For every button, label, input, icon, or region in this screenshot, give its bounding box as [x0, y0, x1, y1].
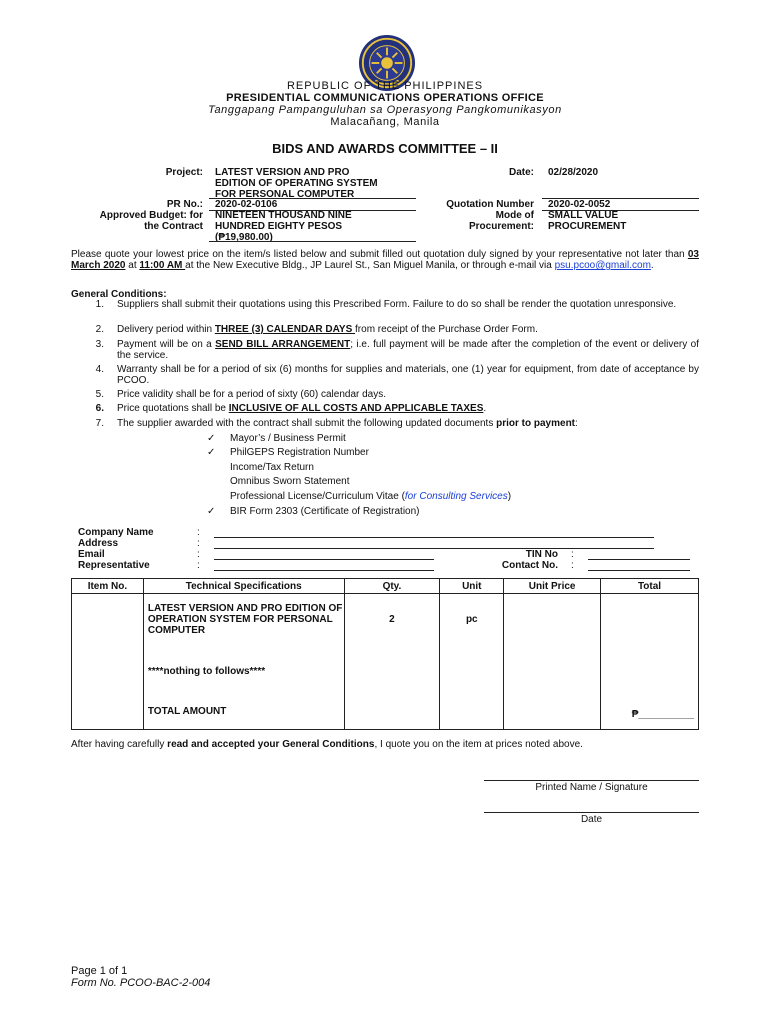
condition-6 — [71, 403, 699, 414]
condition-number: 5. — [95, 389, 104, 400]
condition-text: Warranty shall be for a period of six (6) months for supplies and materials, one (1) year for equipment, from date of acceptance by PCOO. — [117, 364, 699, 386]
condition-text: Price quotations shall be — [117, 403, 229, 414]
checkmark-icon: ✓ — [207, 506, 216, 517]
unit-cell — [440, 594, 504, 730]
address-field[interactable] — [214, 548, 654, 549]
condition-text: . — [483, 403, 487, 414]
budget-label-line: Approved Budget: for — [99, 210, 203, 221]
condition-text: : — [575, 418, 578, 429]
condition-text: Delivery period within — [117, 324, 215, 335]
document-label: Omnibus Sworn Statement — [230, 476, 350, 487]
condition-4 — [71, 364, 699, 386]
closing-text: After having carefully — [71, 739, 168, 750]
closing-emphasis: read and accepted your General Conditions — [167, 739, 375, 750]
mode-label — [420, 210, 534, 232]
condition-text: Suppliers shall submit their quotations using this Prescribed Form. Failure to do so shall be render the quotation unresponsive. — [117, 299, 677, 310]
budget-label-line: the Contract — [144, 221, 203, 232]
contact-field[interactable] — [588, 570, 690, 571]
condition-number: 6. — [95, 403, 104, 414]
colon: : — [197, 527, 200, 538]
condition-emphasis: INCLUSIVE OF ALL COSTS AND APPLICABLE TAXES — [228, 403, 484, 414]
specification-line: LATEST VERSION AND PRO EDITION OF — [147, 603, 343, 614]
budget-underline — [209, 241, 416, 242]
total-amount-label: TOTAL AMOUNT — [147, 706, 227, 717]
condition-text: The supplier awarded with the contract shall submit the following updated documents — [117, 418, 497, 429]
header-location: Malacañang, Manila — [330, 116, 440, 128]
condition-5 — [71, 389, 699, 400]
closing-statement — [71, 739, 699, 750]
company-name-field[interactable] — [214, 537, 654, 538]
tin-field[interactable] — [588, 559, 690, 560]
colon: : — [571, 560, 574, 571]
project-value-line: EDITION OF OPERATING SYSTEM — [215, 178, 378, 189]
specification-cell — [143, 594, 344, 730]
mode-value — [548, 210, 626, 232]
specification-line: OPERATION SYSTEM FOR PERSONAL — [147, 614, 333, 625]
column-header: Total — [601, 579, 699, 594]
total-amount-value: ₱__________ — [631, 709, 694, 720]
document-note: for Consulting Services — [404, 491, 508, 502]
condition-number: 4. — [95, 364, 104, 375]
quotation-label: Quotation Number — [446, 199, 534, 210]
condition-2 — [71, 324, 699, 335]
intro-deadline-date: 03 March 2020 — [71, 249, 699, 271]
budget-label — [60, 210, 203, 232]
email-link[interactable]: psu.pcoo@gmail.com — [554, 260, 651, 271]
items-table — [71, 578, 699, 730]
header-republic: REPUBLIC OF THE PHILIPPINES — [286, 80, 484, 92]
address-label: Address — [78, 538, 119, 549]
tin-label: TIN No — [525, 549, 558, 560]
colon: : — [197, 560, 200, 571]
signature-line[interactable] — [484, 780, 699, 781]
table-row — [72, 594, 699, 730]
column-header: Item No. — [72, 579, 144, 594]
intro-deadline-time: 11:00 AM — [139, 260, 186, 271]
project-value — [215, 167, 415, 200]
condition-text: ; i.e. full payment will be made after the completion of the event or delivery of the service. — [117, 339, 699, 361]
budget-value-line: NINETEEN THOUSAND NINE — [215, 210, 352, 221]
colon: : — [571, 549, 574, 560]
budget-value-line: (₱19,980.00) — [215, 232, 273, 243]
nothing-follows-text: ****nothing to follows**** — [147, 666, 266, 677]
page-title: BIDS AND AWARDS COMMITTEE – II — [272, 141, 498, 156]
condition-text: from receipt of the Purchase Order Form. — [355, 324, 538, 335]
condition-3 — [71, 339, 699, 361]
table-header-row — [72, 579, 699, 594]
quotation-value: 2020-02-0052 — [548, 199, 611, 210]
column-header: Technical Specifications — [143, 579, 344, 594]
condition-emphasis: THREE (3) CALENDAR DAYS — [214, 324, 356, 335]
document-label: PhilGEPS Registration Number — [230, 447, 369, 458]
document-label: Mayor’s / Business Permit — [230, 433, 346, 444]
condition-text: Payment will be on a — [117, 339, 216, 350]
general-conditions-title: General Conditions: — [71, 289, 167, 300]
pr-value: 2020-02-0106 — [215, 199, 278, 210]
condition-text: Price validity shall be for a period of sixty (60) calendar days. — [117, 389, 387, 400]
project-value-line: FOR PERSONAL COMPUTER — [215, 189, 355, 200]
colon: : — [197, 549, 200, 560]
form-number: Form No. PCOO-BAC-2-004 — [71, 977, 211, 989]
condition-7 — [71, 418, 699, 429]
email-field[interactable] — [214, 559, 434, 560]
budget-value-line: HUNDRED EIGHTY PESOS — [215, 221, 343, 232]
unit-price-cell[interactable] — [504, 594, 601, 730]
document-label: Professional License/Curriculum Vitae ( — [230, 491, 405, 502]
company-name-label: Company Name — [78, 527, 154, 538]
intro-text: at the New Executive Bldg., JP Laurel St., San Miguel Manila, or through e-mail via — [185, 260, 555, 271]
intro-text: at — [125, 260, 140, 271]
intro-paragraph — [71, 249, 699, 271]
specification-line: COMPUTER — [147, 625, 206, 636]
budget-value — [215, 210, 415, 243]
unit-value: pc — [465, 614, 478, 625]
mode-value-line: SMALL VALUE — [548, 210, 619, 221]
representative-field[interactable] — [214, 570, 434, 571]
date-label: Date: — [508, 167, 534, 178]
email-label: Email — [78, 549, 105, 560]
colon: : — [197, 538, 200, 549]
closing-text: , I quote you on the item at prices noted above. — [374, 739, 583, 750]
document-label: ) — [507, 491, 512, 502]
total-cell[interactable] — [601, 594, 699, 730]
condition-number: 3. — [95, 339, 104, 350]
header-office-filipino: Tanggapang Pampanguluhan sa Operasyong Pangkomunikasyon — [208, 104, 562, 116]
condition-emphasis: prior to payment — [496, 418, 576, 429]
condition-number: 7. — [95, 418, 104, 429]
page-number: Page 1 of 1 — [71, 965, 128, 977]
condition-number: 1. — [95, 299, 104, 310]
column-header: Unit Price — [504, 579, 601, 594]
column-header: Unit — [440, 579, 504, 594]
qty-value: 2 — [389, 614, 395, 625]
contact-label: Contact No. — [501, 560, 558, 571]
date-signature-line[interactable] — [484, 812, 699, 813]
mode-value-line: PROCUREMENT — [548, 221, 627, 232]
item-number-cell — [72, 594, 144, 730]
header-office: PRESIDENTIAL COMMUNICATIONS OPERATIONS OFFICE — [226, 92, 544, 104]
mode-label-line: Mode of — [495, 210, 534, 221]
project-value-line: LATEST VERSION AND PRO — [215, 167, 350, 178]
document-label: Income/Tax Return — [230, 462, 314, 473]
checkmark-icon: ✓ — [207, 433, 216, 444]
condition-1 — [71, 299, 699, 321]
date-value: 02/28/2020 — [548, 167, 599, 178]
project-label: Project: — [165, 167, 203, 178]
intro-text: . — [650, 260, 654, 271]
intro-text: Please quote your lowest price on the item/s listed below and submit filled out quotation duly signed by your representative not later than — [71, 249, 688, 260]
checkmark-icon: ✓ — [207, 447, 216, 458]
qty-cell — [344, 594, 440, 730]
condition-number: 2. — [95, 324, 104, 335]
column-header: Qty. — [344, 579, 440, 594]
representative-label: Representative — [78, 560, 150, 571]
date-signature-label: Date — [580, 814, 603, 825]
printed-name-label: Printed Name / Signature — [535, 782, 648, 793]
pr-label: PR No.: — [166, 199, 203, 210]
condition-emphasis: SEND BILL ARRANGEMENT — [215, 339, 351, 350]
mode-label-line: Procurement: — [468, 221, 534, 232]
document-label: BIR Form 2303 (Certificate of Registration) — [230, 506, 420, 517]
